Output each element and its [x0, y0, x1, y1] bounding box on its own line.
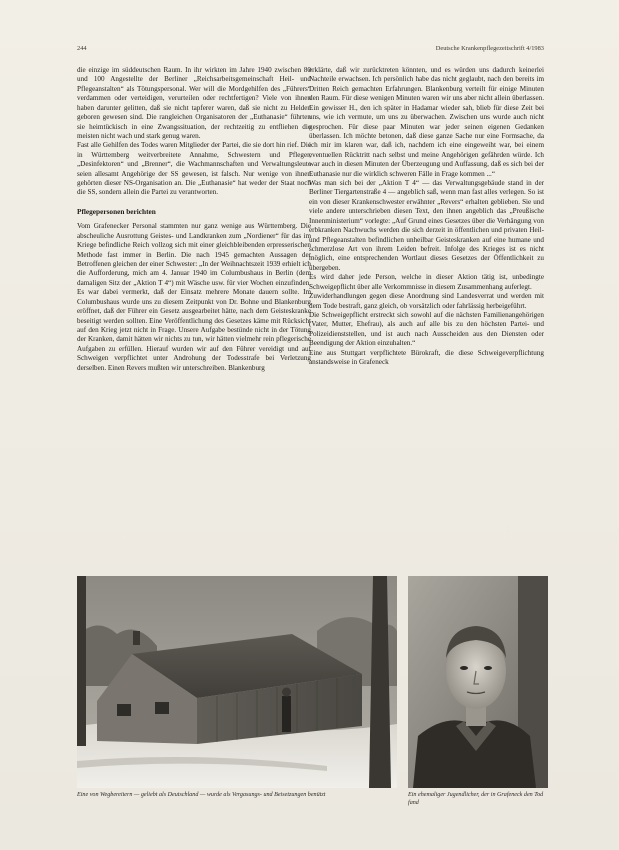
- paragraph: Es wird daher jede Person, welche in dieser Aktion tätig ist, unbedingte Schweigepflicht über alle Verkommnisse in diesem Zusammenhang auferlegt.: [309, 273, 544, 291]
- running-header: Deutsche Krankenpflegezeitschrift 4/1983: [435, 45, 544, 52]
- paragraph: Fast alle Gehilfen des Todes waren Mitglieder der Partei, die sie dort hin rief. Die in Württemberg weitverbreitete Annahme, Schwestern und Pfleger, „Desinfektoren“ und „Brenner“, die Wachmannschaften und Verwaltungsleute seien allesamt Angehörige der SS gewesen, ist falsch. Nur wenige von ihnen gehörten dieser NS-Organisation an. Die „Euthanasie“ hat weder der Staat noch die SS, sondern allein die Partei zu verantworten.: [77, 141, 311, 197]
- paragraph: erklärte, daß wir zurücktreten könnten, und es würden uns dadurch keinerlei Nachteile erwachsen. Ich persönlich habe das nicht geglaubt, nach den bereits im Dritten Reich gemachten Erfahrungen. Blankenburg verteilt für einige Minuten den Raum. Für diese wenigen Minuten waren wir uns aber nicht allein überlassen. Ein gewisser H., den ich später in Hadamar wieder sah, blieb für diese Zeit bei uns, wie ich vermute, um uns zu überwachen. Zwischen uns wurde auch nicht gesprochen. Für diese paar Minuten war jeder seinen eigenen Gedanken überlassen. Ich möchte betonen, daß diese ganze Sache nur eine Formsache, da ich mir im klaren war, daß ich, nachdem ich eine eingeweiht war, bei einem eventuellen Rücktritt nach selbst und meine Angehörigen gefährden würde. Ich war auch in diesen Minuten der Überzeugung und Auffassung, daß es sich bei der Euthanasie nur die wirklich schweren Fälle in Frage kommen ...“: [309, 66, 544, 178]
- text-column-right: [309, 66, 544, 565]
- page-number: 244: [77, 45, 87, 52]
- photo-caption-right: Ein ehemaliger Jugendlicher, der in Grafeneck den Tod fand: [408, 792, 544, 806]
- paragraph: Vom Grafenecker Personal stammten nur ganz wenige aus Württemberg. Die abscheuliche Ausrottung Geistes- und Landkranken zum „Nordiener“ für das im Kriege befindliche Reich vollzog sich mit einer gleichbleibenden erpresserischen Methode fast immer in Berlin. Die nach 1945 gemachten Aussagen der Betroffenen gleichen der einer Schwester: „In der Weihnachtszeit 1939 erhielt ich die Aufforderung, mich am 4. Januar 1940 im Columbushaus in Berlin (dem damaligen Sitz der „Aktion T 4“) mit Wäsche usw. für vier Wochen einzufinden. Es war dabei vermerkt, daß der Einsatz mehrere Monate dauern sollte. Im Columbushaus wurde uns zu diesem Zeitpunkt von Dr. Bohne und Blankenburg eröffnet, daß der Führer ein Gesetz ausgearbeitet hätte, nach dem Geisteskranke beseitigt werden sollten. Eine Veröffentlichung des Gesetzes käme mit Rücksicht auf den Krieg jetzt nicht in Frage. Unsere Aufgabe bestünde nicht in der Tötung der Kranken, damit hätten wir nichts zu tun, wir hätten vielmehr rein pflegerische Aufgaben zu erfüllen. Hierauf wurden wir auf den Führer vereidigt und auf Schweigen verpflichtet unter Androhung der Todesstrafe bei Verletzung derselben. Einen Revers mußten wir unterschreiben. Blankenburg: [77, 222, 311, 372]
- text-column-left: [77, 66, 311, 565]
- paragraph: Zuwiderhandlungen gegen diese Anordnung sind Landesverrat und werden mit dem Tode bestraft, ganz gleich, ob vorsätzlich oder fahrlässig herbeigeführt.: [309, 292, 544, 310]
- photo-barn-in-snow: [77, 576, 397, 788]
- photo-portrait-young-man: [408, 576, 548, 788]
- paragraph: Eine aus Stuttgart verpflichtete Bürokraft, die diese Schweigeverpflichtung anstandsweise in Grafeneck: [309, 348, 544, 367]
- photo-caption-left: Eine von Wegbereitern — geliebt als Deutschland — wurde als Vergasungs- und Beisetzungen benützt: [77, 792, 326, 798]
- paragraph: die einzige im süddeutschen Raum. In ihr wirkten im Jahre 1940 zwischen 80 und 100 Angestellte der Berliner „Reichsarbeitsgemeinschaft Heil- und Pflegeanstalten“ als Tötungspersonal. Wer will die Mordgehilfen des „Führers“ verdammen oder verteidigen, verurteilen oder rechtfertigen? Viele von ihnen haben darunter gelitten, daß sie nicht tapferer waren, daß sie nicht zu Helden geboren gewesen sind. Die rangleichen Organisatoren der „Euthanasie“ führten sie heimtückisch in eine Zwangssituation, der rechtzeitig zu entfliehen die meisten nicht wach und stark genug waren.: [77, 66, 311, 140]
- section-heading: Pflegepersonen berichten: [77, 206, 156, 216]
- paragraph: Was man sich bei der „Aktion T 4“ — das Verwaltungsgebäude stand in der Berliner Tiergartenstraße 4 — angeblich saß, wenn man fast alles verlegen. So ist ein von dieser Krankenschwester erwähnter „Revers“ erhalten geblieben. Sie und viele andere unterschrieben diesen Text, den ihnen angeblich das „Preußische Innenministerium“ vorlegte: „Auf Grund eines Gesetzes über die Verhängung von erbkranken Nachwuchs werden die sich derzeit in öffentlichen und privaten Heil- und Pflegeanstalten befindlichen unheilbar Geisteskranken auf eine humane und schmerzlose Art von ihrem Leiden befreit. Infolge des Krieges ist es nicht möglich, eine entsprechenden Wortlaut dieses Gesetzes der Öffentlichkeit zu übergeben.: [309, 179, 544, 272]
- paragraph: Die Schweigepflicht erstreckt sich sowohl auf die nächsten Familienangehörigen (Vater, Mutter, Ehefrau), als auch auf alle bis zu den höchsten Partei- und Polizeidienststellen, und ist auch nach Ausscheiden aus den Diensten oder Beendigung der Aktion einzuhalten.“: [309, 310, 544, 348]
